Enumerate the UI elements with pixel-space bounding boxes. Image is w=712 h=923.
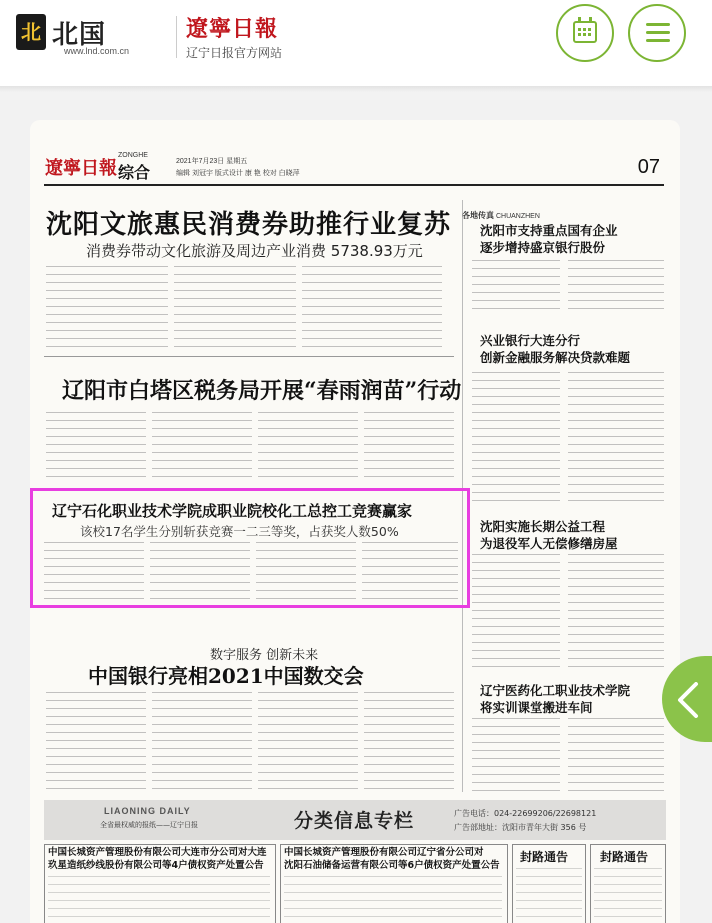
menu-icon (646, 23, 670, 26)
highlight-subheadline: 该校17名学生分别斩获竞赛一二三等奖，占获奖人数50% (80, 524, 399, 539)
lead-headline: 沈阳文旅惠民消费券助推行业复苏 (46, 210, 452, 240)
classified-ad-2: 中国长城资产管理股份有限公司辽宁省分公司对 沈阳石油储备运营有限公司等6户债权资产处置公告 (284, 847, 500, 871)
lead-body-col3 (302, 266, 442, 348)
site-logo-icon[interactable]: 北 (16, 14, 46, 50)
lead-body-col1 (46, 266, 168, 348)
site-subtitle: 辽宁日报官方网站 (186, 46, 283, 60)
right-headline-2: 兴业银行大连分行 创新金融服务解决贷款难题 (480, 333, 631, 365)
right-headline-3: 沈阳实施长期公益工程 为退役军人无偿修缮房屋 (480, 519, 618, 551)
newspaper-page[interactable] (30, 120, 680, 923)
paper-logo[interactable]: 遼寧日報 (186, 16, 279, 42)
chevron-left-icon (676, 682, 700, 718)
second-headline: 辽阳市白塔区税务局开展“春雨润苗”行动 (62, 378, 462, 404)
road-notice-2: 封路通告 (600, 850, 649, 864)
bank-body-col1 (46, 692, 146, 792)
section-small: ZONGHE (118, 152, 148, 159)
lead-body-col2 (174, 266, 296, 348)
site-header (0, 0, 712, 86)
bank-body-col3 (258, 692, 358, 792)
lead-subheadline: 消费券带动文化旅游及周边产业消费 5738.93万元 (86, 242, 423, 260)
section-name: 综合 (118, 163, 151, 182)
highlight-box (30, 488, 470, 608)
classified-ad-1: 中国长城资产管理股份有限公司大连市分公司对大连 玖星造纸纱线股份有限公司等4户债权资产处置公告 (48, 847, 267, 871)
classified-banner (44, 800, 666, 840)
masthead-editors: 编辑 刘冠宇 版式设计 康 艳 校对 白晓萍 (176, 170, 300, 177)
masthead-logo: 遼寧日報 (45, 158, 117, 179)
bank-headline: 中国银行亮相2021中国数交会 (88, 664, 364, 688)
highlight-headline: 辽宁石化职业技术学院成职业院校化工总控工竞赛赢家 (52, 502, 413, 520)
classified-title: 分类信息专栏 (294, 810, 415, 832)
menu-button[interactable] (628, 4, 686, 62)
road-notice-1: 封路通告 (520, 850, 569, 864)
second-body-col1 (46, 412, 146, 480)
right-headline-4: 辽宁医药化工职业技术学院 将实训课堂搬进车间 (480, 683, 631, 715)
second-body-col2 (152, 412, 252, 480)
site-logo-text[interactable]: 北国 (52, 20, 107, 50)
page-number: 07 (637, 156, 660, 178)
right-headline-1: 沈阳市支持重点国有企业 逐步增持盛京银行股份 (480, 223, 618, 255)
calendar-icon (573, 21, 597, 43)
right-section-label: 各地传真 CHUANZHEN (462, 211, 540, 220)
masthead-rule (44, 184, 664, 186)
classified-logo-sub: 全省最权威的报纸——辽宁日报 (100, 821, 198, 829)
logo-divider (176, 16, 177, 58)
classified-logo: LIAONING DAILY (104, 806, 191, 816)
second-body-col4 (364, 412, 454, 480)
masthead-date: 2021年7月23日 星期五 (176, 158, 248, 165)
bank-kicker: 数字服务 创新未来 (210, 648, 319, 663)
second-body-col3 (258, 412, 358, 480)
classified-address: 广告部地址：沈阳市青年大街 356 号 (454, 823, 587, 832)
bank-body-col4 (364, 692, 454, 792)
calendar-button[interactable] (556, 4, 614, 62)
classified-phone: 广告电话：024-22699206/22698121 (454, 809, 597, 818)
bank-body-col2 (152, 692, 252, 792)
site-url: www.lnd.com.cn (64, 46, 130, 56)
